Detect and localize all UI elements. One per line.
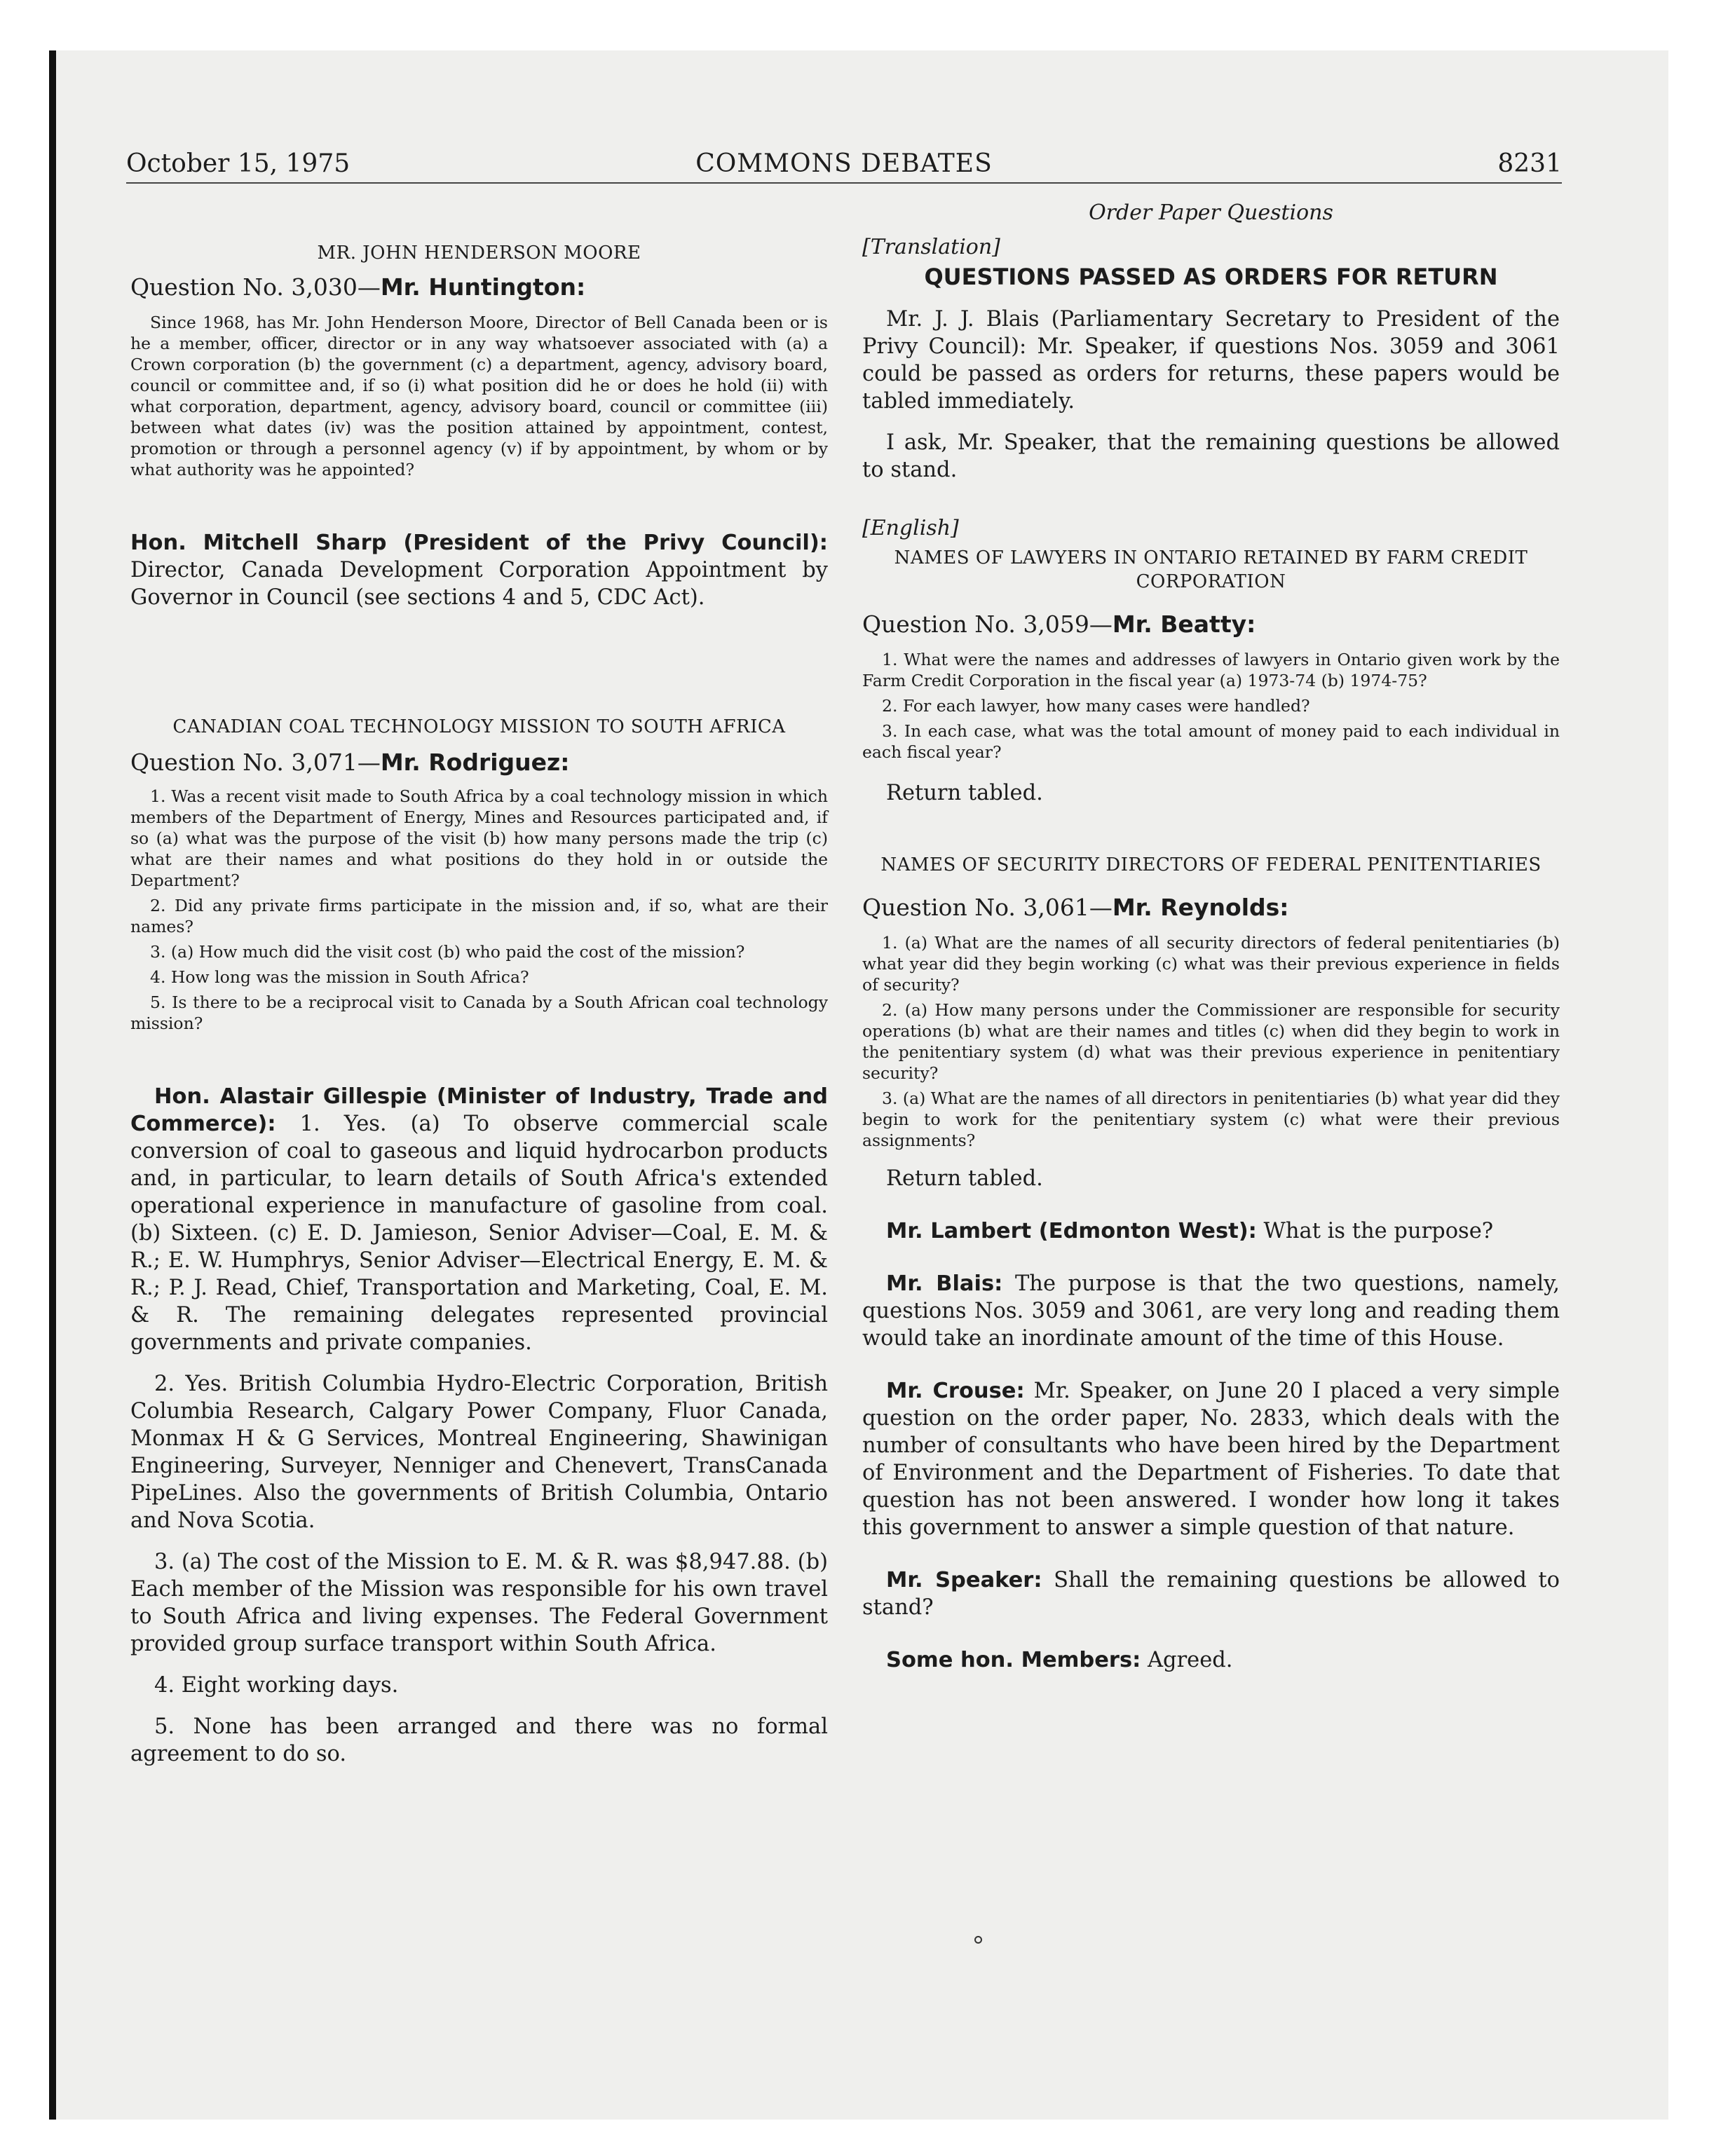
question-3059-item-1: 1. What were the names and addresses of lawyers in Ontario given work by the Farm Credit Corporation in the fiscal year (a) 1973-74 (b) 1974-75?: [862, 650, 1560, 690]
heading-security-directors: NAMES OF SECURITY DIRECTORS OF FEDERAL PENITENTIARIES: [880, 854, 1542, 875]
remark-text: The purpose is that the two questions, namely, questions Nos. 3059 and 3061, are very long and reading them would take an inordinate amount of the time of this House.: [862, 1271, 1560, 1351]
answer-5: 5. None has been arranged and there was no formal agreement to do so.: [130, 1714, 828, 1766]
question-number: Question No. 3,059—: [862, 610, 1113, 638]
right-column: [862, 195, 1560, 1674]
speaker-name: Hon. Alastair Gillespie (Minister of Industry, Trade and Commerce):: [130, 1084, 828, 1136]
question-member: Mr. Rodriguez:: [380, 749, 570, 776]
page-mark: [974, 1936, 982, 1944]
remark-text: Agreed.: [1148, 1648, 1233, 1672]
heading-coal-mission: CANADIAN COAL TECHNOLOGY MISSION TO SOUTH AFRICA: [172, 716, 786, 737]
members-remark: [862, 1646, 1560, 1674]
question-3030-heading: [130, 273, 828, 301]
question-3071-heading: [130, 749, 828, 776]
crouse-remark: [862, 1377, 1560, 1541]
question-3059-item-3: 3. In each case, what was the total amount of money paid to each individual in each fiscal year?: [862, 721, 1560, 762]
scan-edge: [49, 50, 56, 2120]
header-page-number: 8231: [1497, 149, 1562, 178]
speaker-remark: [862, 1567, 1560, 1621]
question-number: Question No. 3,030—: [130, 273, 381, 301]
answer-text: Director, Canada Development Corporation Appointment by Governor in Council (see sections 4 and 5, CDC Act).: [130, 558, 828, 610]
header-date: October 15, 1975: [126, 149, 351, 178]
speaker-name: Hon. Mitchell Sharp (President of the Privy Council):: [130, 531, 828, 555]
heading-lawyers: NAMES OF LAWYERS IN ONTARIO RETAINED BY FARM CREDIT CORPORATION: [894, 547, 1528, 592]
sharp-answer: [130, 529, 828, 611]
question-3061-item-3: 3. (a) What are the names of all directors in penitentiaries (b) what year did they begin to work for the penitentiary system (c) what were their previous assignments?: [862, 1089, 1560, 1150]
answer-text: 1. Yes. (a) To observe commercial scale conversion of coal to gaseous and liquid hydrocarbon products and, in particular, to learn details of South Africa's extended operational experience in manufacture of gasoline from coal. (b) Sixteen. (c) E. D. Jamieson, Senior Adviser—Coal, E. M. & R.; E. W. Humphrys, Senior Adviser—Electrical Energy, E. M. & R.; P. J. Read, Chief, Transportation and Marketing, Coal, E. M. & R. The remaining delegates represented provincial governments and private companies.: [130, 1112, 828, 1355]
gillespie-answer: [130, 1083, 828, 1356]
speaker-name: Mr. Speaker:: [886, 1568, 1042, 1592]
question-3071-item-3: 3. (a) How much did the visit cost (b) who paid the cost of the mission?: [150, 942, 745, 962]
return-tabled: Return tabled.: [886, 781, 1043, 805]
return-tabled: Return tabled.: [886, 1166, 1043, 1191]
heading-passed-orders: QUESTIONS PASSED AS ORDERS FOR RETURN: [924, 264, 1498, 290]
speaker-name: Mr. Blais:: [886, 1271, 1003, 1296]
question-3071-item-2: 2. Did any private firms participate in the mission and, if so, what are their names?: [130, 896, 828, 936]
answer-2: 2. Yes. British Columbia Hydro-Electric Corporation, British Columbia Research, Calgary Power Company, Fluor Canada, Monmax H & G Services, Montreal Engineering, Shawinigan Engineering, Surveyer, Nenniger and Chenevert, TransCanada PipeLines. Also the governments of British Columbia, Ontario and Nova Scotia.: [130, 1372, 828, 1533]
question-member: Mr. Beatty:: [1112, 610, 1256, 638]
question-member: Mr. Reynolds:: [1112, 894, 1289, 921]
lambert-remark: [862, 1217, 1560, 1245]
left-column: [130, 195, 828, 1768]
question-3061-heading: [862, 894, 1560, 921]
blais-reply: [862, 1270, 1560, 1352]
speaker-name: Mr. Lambert (Edmonton West):: [886, 1219, 1257, 1243]
blais-statement: Mr. J. J. Blais (Parliamentary Secretary to President of the Privy Council): Mr. Speaker, if questions Nos. 3059 and 3061 could be passed as orders for returns, these papers would be tabled immediately.: [862, 307, 1560, 414]
remark-text: What is the purpose?: [1263, 1219, 1494, 1243]
question-member: Mr. Huntington:: [380, 273, 586, 301]
header-title: COMMONS DEBATES: [695, 149, 993, 178]
question-3059-item-2: 2. For each lawyer, how many cases were handled?: [882, 696, 1310, 716]
remark-text: Mr. Speaker, on June 20 I placed a very simple question on the order paper, No. 2833, which deals with the number of consultants who have been hired by the Department of Environment and the Department of Fisheries. To date that question has not been answered. I wonder how long it takes this government to answer a simple question of that nature.: [862, 1379, 1560, 1540]
remark-text: Shall the remaining questions be allowed to stand?: [862, 1568, 1560, 1620]
question-3030-text: Since 1968, has Mr. John Henderson Moore, Director of Bell Canada been or is he a member, officer, director or in any way whatsoever associated with (a) a Crown corporation (b) the government (c) a department, agency, advisory board, council or committee and, if so (i) what position did he or does he hold (ii) with what corporation, department, agency, advisory board, council or committee (iii) between what dates (iv) was the position attained by appointment, contest, promotion or through a personnel agency (v) if by appointment, by whom or by what authority was he appointed?: [130, 313, 828, 479]
translation-tag: [Translation]: [862, 235, 1000, 259]
answer-4: 4. Eight working days.: [154, 1673, 399, 1698]
blais-statement-2: I ask, Mr. Speaker, that the remaining questions be allowed to stand.: [862, 430, 1560, 482]
english-tag: [English]: [862, 516, 959, 540]
section-title: Order Paper Questions: [1089, 200, 1333, 225]
question-3061-item-2: 2. (a) How many persons under the Commissioner are responsible for security operations (b) what are their names and titles (c) when did they begin to work in the penitentiary system (d) what was their previous experience in penitentiary security?: [862, 1000, 1560, 1083]
heading-moore: MR. JOHN HENDERSON MOORE: [317, 243, 641, 264]
speaker-name: Some hon. Members:: [886, 1648, 1141, 1672]
answer-3: 3. (a) The cost of the Mission to E. M. & R. was $8,947.88. (b) Each member of the Mission was responsible for his own travel to South Africa and living expenses. The Federal Government provided group surface transport within South Africa.: [130, 1550, 828, 1656]
question-3071-item-5: 5. Is there to be a reciprocal visit to Canada by a South African coal technology mission?: [130, 992, 828, 1033]
page-header: [126, 105, 1562, 184]
speaker-name: Mr. Crouse:: [886, 1379, 1025, 1403]
question-number: Question No. 3,071—: [130, 749, 381, 776]
question-3071-item-4: 4. How long was the mission in South Africa?: [150, 967, 529, 987]
question-number: Question No. 3,061—: [862, 894, 1113, 921]
question-3059-heading: [862, 610, 1560, 638]
question-3061-item-1: 1. (a) What are the names of all security directors of federal penitentiaries (b) what year did they begin working (c) what was their previous experience in fields of security?: [862, 933, 1560, 995]
question-3071-item-1: 1. Was a recent visit made to South Africa by a coal technology mission in which members of the Department of Energy, Mines and Resources participated and, if so (a) what was the purpose of the visit (b) how many persons made the trip (c) what are their names and what positions do they hold in or outside the Department?: [130, 786, 828, 890]
